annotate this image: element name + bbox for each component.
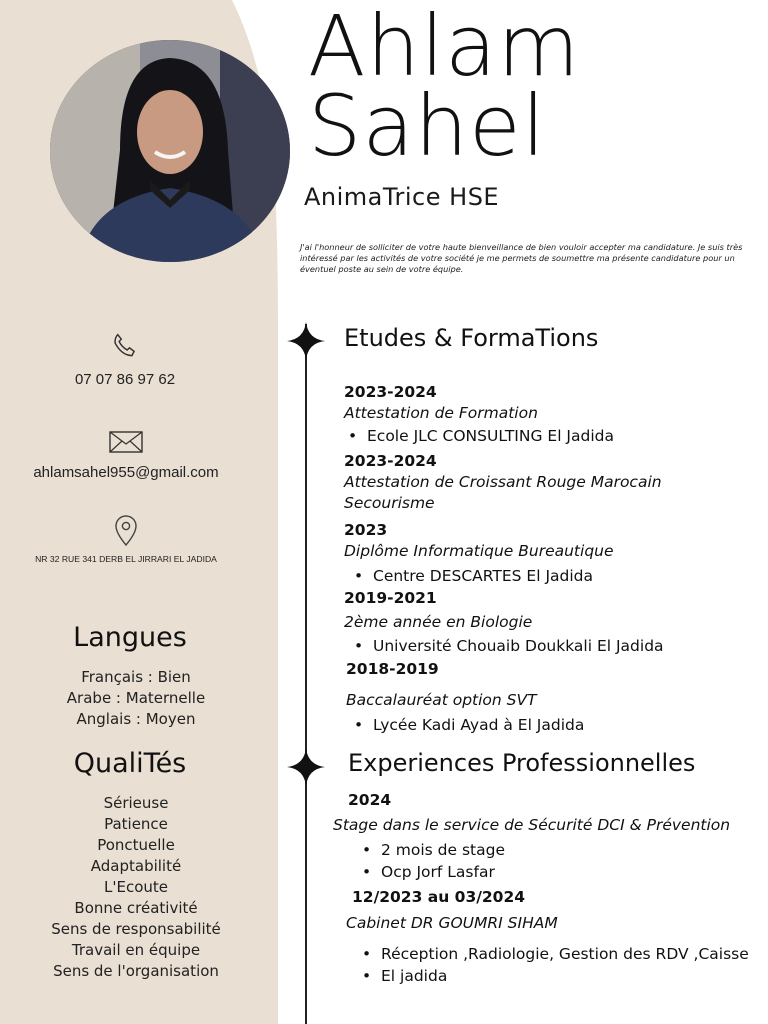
job-title: AnimaTrice HSE <box>304 183 500 211</box>
last-name: Sahel <box>308 77 547 175</box>
education-year: 2018-2019 <box>346 660 439 678</box>
education-title-text: 2ème année en Biologie <box>344 613 533 631</box>
experience-year: 2024 <box>348 791 392 809</box>
education-bullet: • Ecole JLC CONSULTING El Jadida <box>367 427 614 445</box>
education-year: 2019-2021 <box>344 589 437 607</box>
quality-item: Sens de responsabilité <box>51 920 221 938</box>
postal-address: NR 32 RUE 341 DERB EL JIRRARI EL JADIDA <box>35 554 217 564</box>
experience-title: Experiences Professionnelles <box>348 749 696 777</box>
language-item: Anglais : Moyen <box>76 710 196 728</box>
experience-bullet: • El jadida <box>381 967 447 985</box>
experience-bullet: • 2 mois de stage <box>381 841 505 859</box>
quality-item: Patience <box>104 815 168 833</box>
email-address[interactable]: ahlamsahel955@gmail.com <box>33 464 219 481</box>
phone-icon <box>108 330 142 362</box>
quality-item: Ponctuelle <box>97 836 175 854</box>
education-title-text: Attestation de Formation <box>344 404 538 422</box>
sparkle-icon <box>287 322 325 360</box>
quality-item: Travail en équipe <box>71 941 201 959</box>
sparkle-icon <box>287 748 325 786</box>
intro-text: J'ai l'honneur de solliciter de votre haute bienveillance de bien vouloir accepter ma candidature. Je suis très intéressé par les activités de votre société je me permets de soumettre ma présente candidature pour un éventuel poste au sein de votre équipe. <box>300 242 743 274</box>
education-title-text: Attestation de Croissant Rouge Marocain <box>344 473 662 491</box>
quality-item: Sens de l'organisation <box>53 962 219 980</box>
education-year: 2023-2024 <box>344 383 437 401</box>
experience-bullet: • Réception ,Radiologie, Gestion des RDV ,Caisse <box>381 945 749 963</box>
education-title: Etudes & FormaTions <box>344 324 599 352</box>
full-name <box>308 0 581 175</box>
timeline-line <box>305 324 307 1024</box>
quality-item: Adaptabilité <box>90 857 182 875</box>
education-title-text: Diplôme Informatique Bureautique <box>344 542 614 560</box>
experience-title-text: Cabinet DR GOUMRI SIHAM <box>346 914 558 932</box>
location-pin-icon <box>113 515 139 547</box>
education-year: 2023-2024 <box>344 452 437 470</box>
quality-item: L'Ecoute <box>104 878 168 896</box>
language-item: Français : Bien <box>81 668 191 686</box>
profile-photo <box>50 40 290 262</box>
education-title-text: Baccalauréat option SVT <box>346 691 537 709</box>
education-bullet: • Lycée Kadi Ayad à El Jadida <box>373 716 584 734</box>
quality-item: Bonne créativité <box>74 899 198 917</box>
first-name: Ahlam <box>308 0 581 95</box>
education-year: 2023 <box>344 521 388 539</box>
languages-title: Langues <box>73 622 187 653</box>
experience-year: 12/2023 au 03/2024 <box>352 888 526 906</box>
education-title-text: Secourisme <box>344 494 435 512</box>
qualities-list <box>0 793 272 982</box>
languages-list <box>0 667 272 730</box>
education-bullet: • Centre DESCARTES El Jadida <box>373 567 593 585</box>
mail-icon <box>108 430 144 454</box>
qualities-title: QualiTés <box>73 748 187 779</box>
quality-item: Sérieuse <box>103 794 169 812</box>
experience-title-text: Stage dans le service de Sécurité DCI & Prévention <box>333 816 731 834</box>
experience-bullet: • Ocp Jorf Lasfar <box>381 863 495 881</box>
phone-number[interactable]: 07 07 86 97 62 <box>74 371 176 388</box>
language-item: Arabe : Maternelle <box>66 689 206 707</box>
education-bullet: • Université Chouaib Doukkali El Jadida <box>373 637 664 655</box>
